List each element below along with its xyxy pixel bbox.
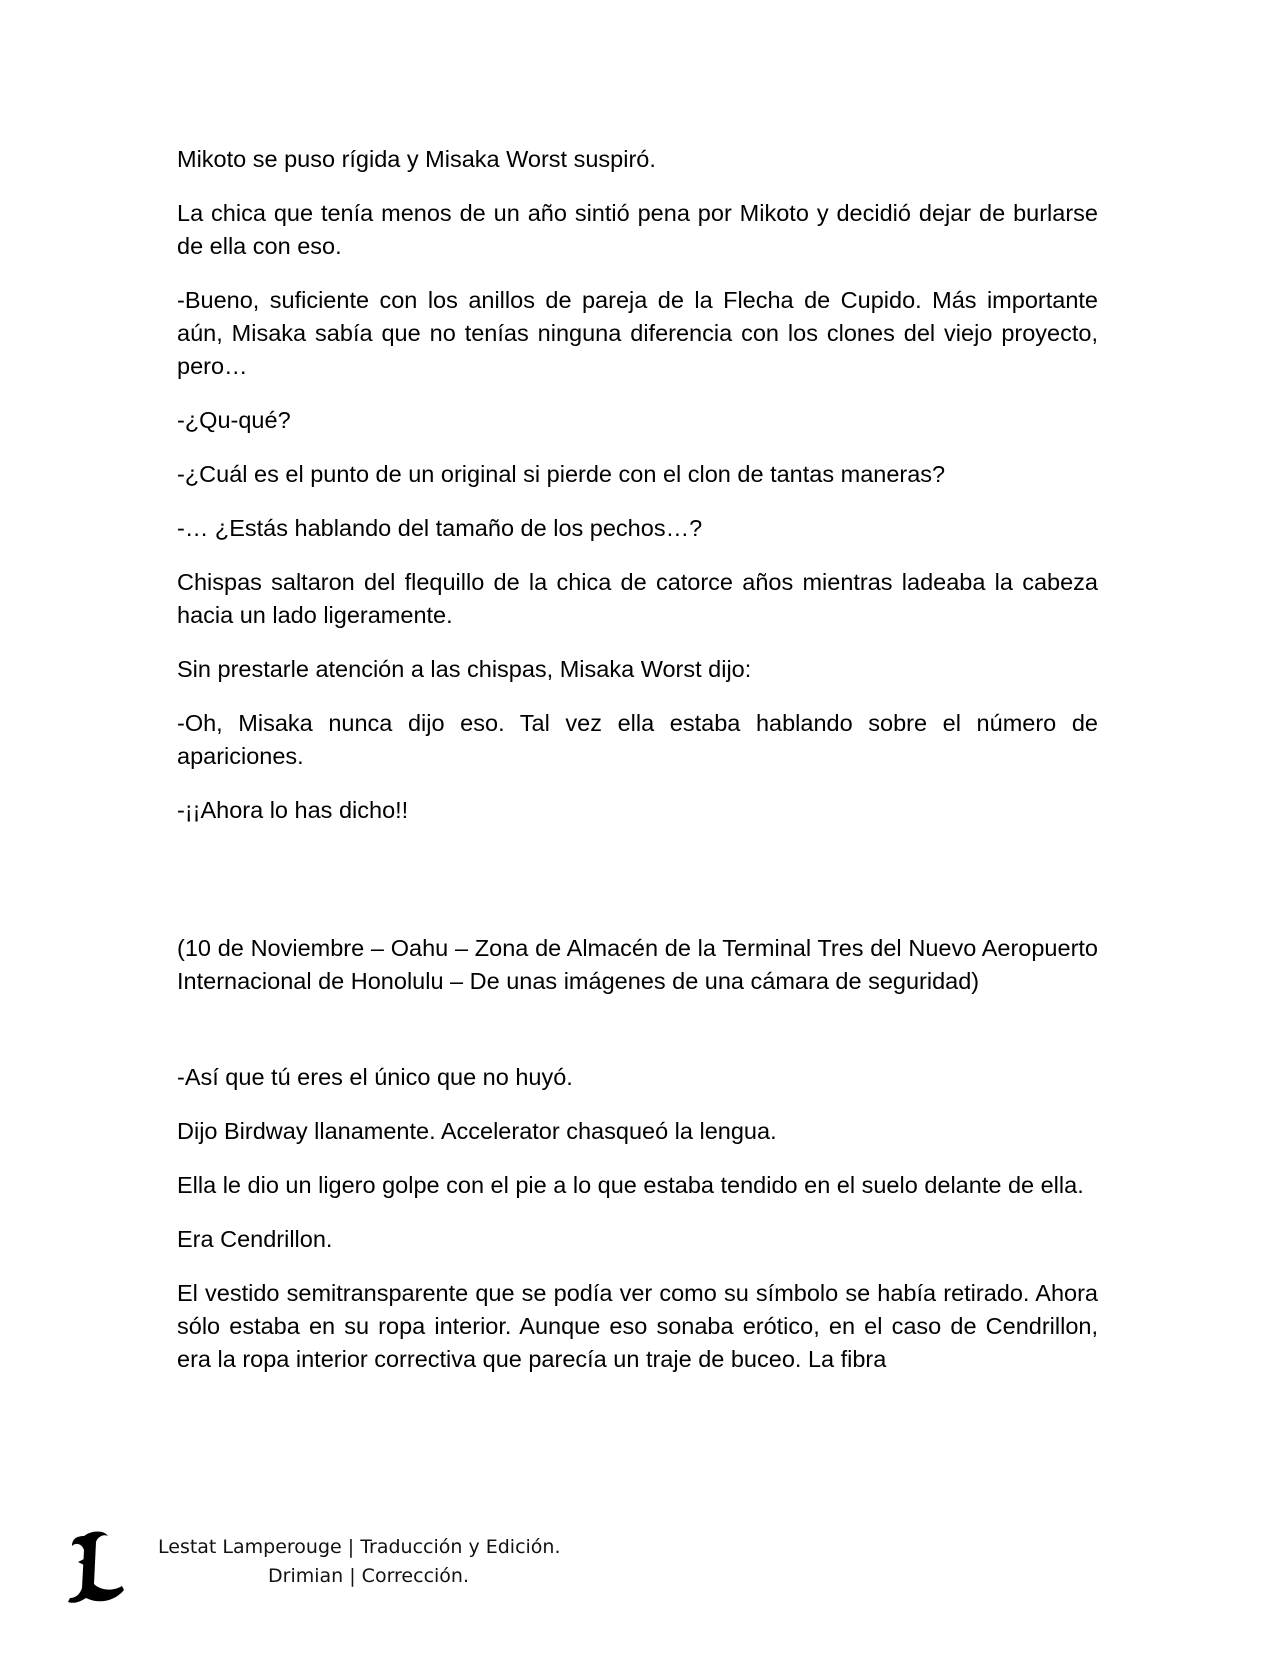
- paragraph: El vestido semitransparente que se podía ver como su símbolo se había retirado. Ahora sólo estaba en su ropa interior. Aunque eso sonaba erótico, en el caso de Cendrillon, era la ropa interior correctiva que parecía un traje de buceo. La fibra: [177, 1280, 1098, 1372]
- document-body: [177, 143, 1098, 1397]
- paragraph: Sin prestarle atención a las chispas, Misaka Worst dijo:: [177, 656, 752, 682]
- credit-proofreader: Drimian | Corrección.: [268, 1565, 470, 1587]
- paragraph: -… ¿Estás hablando del tamaño de los pechos…?: [177, 515, 703, 541]
- paragraph: Ella le dio un ligero golpe con el pie a lo que estaba tendido en el suelo delante de ella.: [177, 1172, 1084, 1198]
- paragraph: Dijo Birdway llanamente. Accelerator chasqueó la lengua.: [177, 1118, 777, 1144]
- paragraph: -¿Cuál es el punto de un original si pierde con el clon de tantas maneras?: [177, 461, 946, 487]
- paragraph: -Oh, Misaka nunca dijo eso. Tal vez ella estaba hablando sobre el número de apariciones.: [177, 710, 1098, 769]
- paragraph: -Bueno, suficiente con los anillos de pareja de la Flecha de Cupido. Más importante aún, Misaka sabía que no tenías ninguna diferencia con los clones del viejo proyecto, pero…: [177, 287, 1098, 379]
- paragraph: -¿Qu-qué?: [177, 407, 291, 433]
- scene-heading: (10 de Noviembre – Oahu – Zona de Almacén de la Terminal Tres del Nuevo Aeropuerto Internacional de Honolulu – De unas imágenes de una cámara de seguridad): [177, 935, 1098, 994]
- paragraph: Mikoto se puso rígida y Misaka Worst suspiró.: [177, 146, 656, 172]
- footer-credits: [158, 1533, 561, 1591]
- paragraph: -¡¡Ahora lo has dicho!!: [177, 797, 409, 823]
- credit-translator: Lestat Lamperouge | Traducción y Edición.: [158, 1536, 561, 1558]
- gothic-l-logo: [64, 1528, 128, 1608]
- paragraph: Era Cendrillon.: [177, 1226, 333, 1252]
- paragraph: Chispas saltaron del flequillo de la chica de catorce años mientras ladeaba la cabeza hacia un lado ligeramente.: [177, 569, 1098, 628]
- paragraph: La chica que tenía menos de un año sintió pena por Mikoto y decidió dejar de burlarse de ella con eso.: [177, 200, 1098, 259]
- paragraph: -Así que tú eres el único que no huyó.: [177, 1064, 573, 1090]
